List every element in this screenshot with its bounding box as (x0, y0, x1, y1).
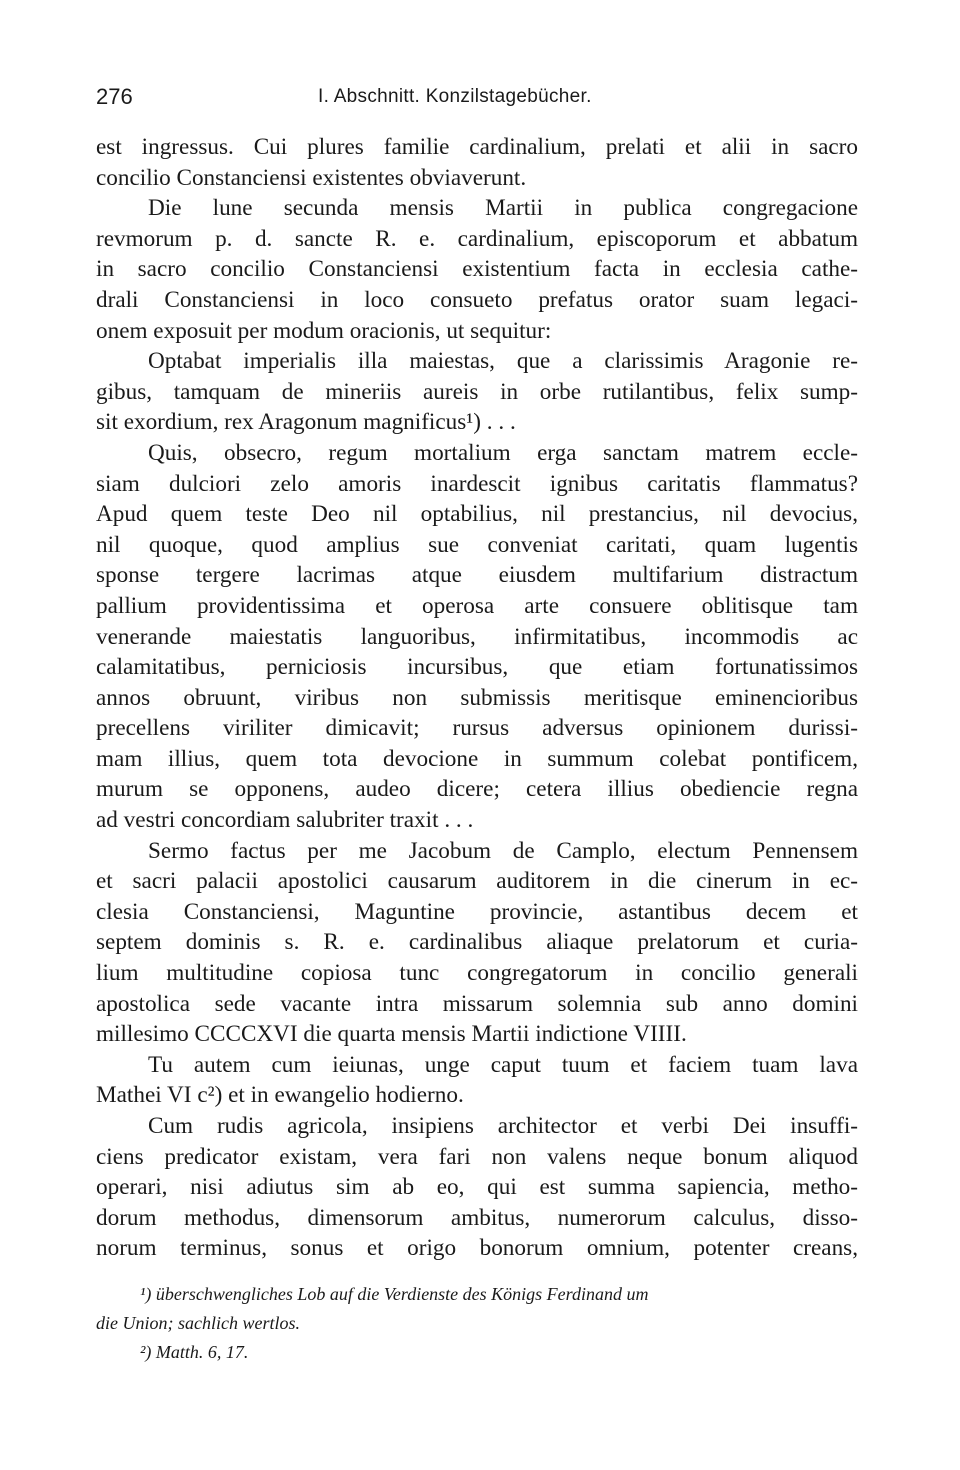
text-line: millesimo CCCCXVI die quarta mensis Martii indictione VIIII. (96, 1021, 687, 1048)
text-line: calamitatibus, perniciosis incursibus, que etiam fortunatissimos (96, 654, 858, 681)
running-head (96, 84, 858, 120)
page-number: 276 (96, 84, 133, 109)
footnote-line: die Union; sachlich wertlos. (96, 1313, 300, 1333)
text-line: sit exordium, rex Aragonum magnificus¹) . . . (96, 409, 516, 436)
text-line: ciens predicator existam, vera fari non valens neque bonum aliquod (96, 1143, 858, 1170)
text-line: Cum rudis agricola, insipiens architector et verbi Dei insuffi- (148, 1113, 858, 1139)
text-line: Sermo factus per me Jacobum de Camplo, electum Pennensem (148, 837, 858, 864)
text-line: est ingressus. Cui plures familie cardinalium, prelati et alii in sacro (96, 134, 858, 160)
text-line: Mathei VI c²) et in ewangelio hodierno. (96, 1082, 464, 1109)
text-line: gibus, tamquam de mineriis aureis in orbe rutilantibus, felix sump- (96, 378, 858, 405)
text-line: Die lune secunda mensis Martii in publica congregacione (148, 195, 858, 222)
text-line: ad vestri concordiam salubriter traxit . . . (96, 807, 474, 834)
footnotes (96, 1280, 858, 1367)
text-line: operari, nisi adiutus sim ab eo, qui est summa sapiencia, metho- (96, 1174, 858, 1201)
text-line: drali Constanciensi in loco consueto prefatus orator suam legaci- (96, 286, 858, 313)
text-line: dorum methodus, dimensorum ambitus, numerorum calculus, disso- (96, 1204, 858, 1231)
text-line: annos obruunt, viribus non submissis meritisque eminencioribus (96, 684, 858, 711)
text-line: lium multitudine copiosa tunc congregatorum in concilio generali (96, 960, 858, 987)
footnote-line: ²) Matth. 6, 17. (140, 1342, 249, 1362)
text-line: et sacri palacii apostolici causarum auditorem in die cinerum in ec- (96, 868, 858, 895)
text-line: venerande maiestatis languoribus, infirmitatibus, incommodis ac (96, 623, 858, 650)
section-title: I. Abschnitt. Konzilstagebücher. (318, 86, 592, 107)
text-line: concilio Constanciensi existentes obviaverunt. (96, 164, 527, 191)
text-line: Quis, obsecro, regum mortalium erga sanctam matrem eccle- (148, 439, 858, 466)
text-line: murum se opponens, audeo dicere; cetera illius obediencie regna (96, 776, 858, 803)
text-line: clesia Constanciensi, Maguntine provincie, astantibus decem et (96, 898, 858, 925)
text-line: mam illius, quem tota devocione in summum colebat pontificem, (96, 745, 858, 772)
text-line: norum terminus, sonus et origo bonorum omnium, potenter creans, (96, 1235, 858, 1262)
text-line: nil quoque, quod amplius sue conveniat caritati, quam lugentis (96, 531, 858, 558)
text-line: precellens viriliter dimicavit; rursus adversus opinionem durissi- (96, 715, 858, 742)
footnote-line: ¹) überschwengliches Lob auf die Verdienste des Königs Ferdinand um (140, 1284, 649, 1304)
text-line: siam dulciori zelo amoris inardescit ignibus caritatis flammatus? (96, 470, 858, 497)
text-line: sponse tergere lacrimas atque eiusdem multifarium distractum (96, 562, 858, 589)
text-line: septem dominis s. R. e. cardinalibus aliaque prelatorum et curia- (96, 929, 858, 956)
text-line: Apud quem teste Deo nil optabilius, nil prestancius, nil devocius, (96, 501, 858, 528)
text-line: pallium providentissima et operosa arte consuere oblitisque tam (96, 592, 858, 619)
page (96, 84, 858, 1264)
text-line: revmorum p. d. sancte R. e. cardinalium, episcoporum et abbatum (96, 225, 858, 252)
text-line: Optabat imperialis illa maiestas, que a clarissimis Aragonie re- (148, 348, 858, 375)
text-line: in sacro concilio Constanciensi existentium facta in ecclesia cathe- (96, 256, 858, 283)
text-line: Tu autem cum ieiunas, unge caput tuum et faciem tuam lava (148, 1051, 858, 1078)
body-text (96, 132, 858, 1264)
text-line: apostolica sede vacante intra missarum solemnia sub anno domini (96, 990, 858, 1017)
text-line: onem exposuit per modum oracionis, ut sequitur: (96, 317, 552, 344)
